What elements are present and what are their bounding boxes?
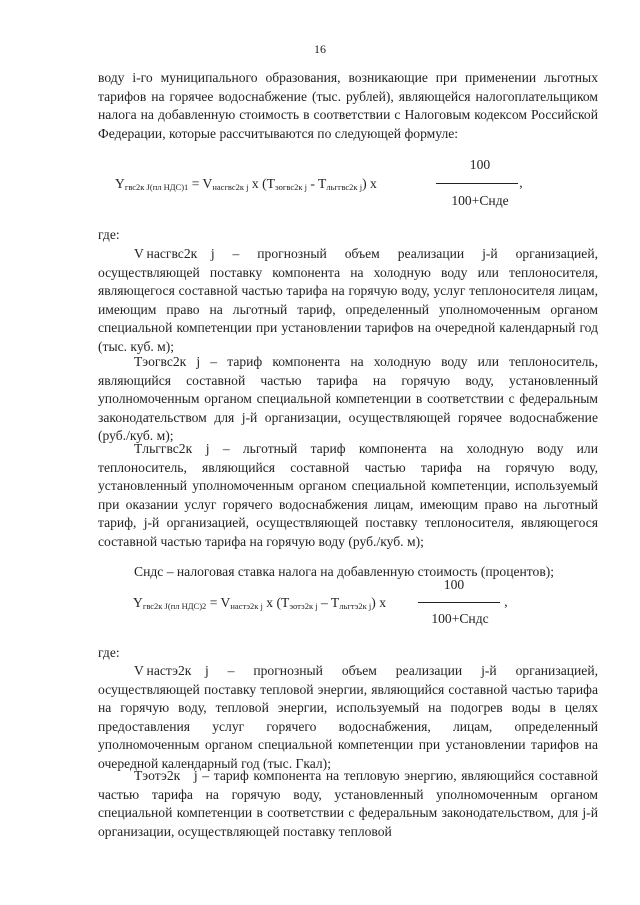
formula-2-x-open: x (T xyxy=(262,595,290,610)
formula-1-t2-sub: льггвс2к j xyxy=(326,182,363,192)
formula-1 xyxy=(115,176,377,192)
where-label-2: где: xyxy=(98,645,120,660)
formula-2-lhs-sub: гвс2к J(пл НДС)2 xyxy=(142,601,207,611)
formula-2-t1-sub: эотэ2к j xyxy=(289,601,318,611)
formula-2-fraction-bar xyxy=(418,602,500,603)
formula-1-close: ) x xyxy=(362,176,377,191)
where-label-1: где: xyxy=(98,227,120,242)
formula-1-fraction-bar xyxy=(436,183,518,184)
formula-2-v-sub: настэ2к j xyxy=(230,601,263,611)
formula-2-t2-sub: льгтэ2к j xyxy=(339,601,372,611)
formula-1-eq: = V xyxy=(188,176,213,191)
formula-2-numerator: 100 xyxy=(443,577,465,592)
formula-1-t1-sub: эогвс2к j xyxy=(274,182,307,192)
formula-1-v-sub: насгвс2к j xyxy=(212,182,249,192)
page-number: 16 xyxy=(314,42,326,56)
formula-1-lhs-sub: гвс2к J(пл НДС)1 xyxy=(124,182,189,192)
formula-2-close: ) x xyxy=(371,595,386,610)
formula-1-x-open: x (T xyxy=(248,176,275,191)
formula-2 xyxy=(133,595,386,611)
definition-v-nasteh: V настэ2к j – прогнозный объем реализации j-й организацией, осуществляющей поставку тепловой энергии, являющийся составной частью тарифа на горячую воду, тепловой энергии, используемый на подогрев воды в целях предоставления услуг горячего водоснабжения, лицам, определенный уполномоченным органом специальной компетенции при установлении тарифов на очередной календарный год (тыс. Гкал); xyxy=(98,663,598,771)
formula-1-denominator: 100+Снде xyxy=(451,193,509,208)
formula-1-numerator: 100 xyxy=(469,157,491,172)
formula-1-minus: - T xyxy=(306,176,327,191)
formula-2-lhs: Y xyxy=(133,595,143,610)
formula-2-trail: , xyxy=(504,594,508,609)
definition-snds: Сндс – налоговая ставка налога на добавленную стоимость (процентов); xyxy=(134,564,555,579)
definition-t-lggvs: Tльггвс2к j – льготный тариф компонента на холодную воду или теплоноситель, являющийся составной частью тарифа на горячую воду, установленный уполномоченным органом специальной компетенции, используемый при оказании услуг горячего водоснабжения лицам, имеющим право на льготный тариф, j-й организацией, осуществляющей поставку теплоносителя, являющегося составной частью тарифа на горячую воду (руб./куб. м); xyxy=(98,441,598,549)
intro-paragraph: воду i-го муниципального образования, возникающие при применении льготных тарифов на горячее водоснабжение (тыс. рублей), являющейся налогоплательщиком налога на добавленную стоимость в соответствии с Налоговым кодексом Российской Федерации, которые рассчитываются по следующей формуле: xyxy=(98,70,598,141)
formula-1-trail: , xyxy=(519,175,523,190)
definition-t-eoteh: Tэотэ2к j – тариф компонента на тепловую энергию, являющийся составной частью тарифа на горячую воду, установленный уполномоченным органом специальной компетенции в соответствии с федеральным законодательством, для j-й организации, осуществляющей поставку тепловой xyxy=(98,768,598,839)
formula-2-denominator: 100+Сндс xyxy=(431,611,489,626)
formula-1-lhs: Y xyxy=(115,176,125,191)
definition-t-eogvs: Tэогвс2к j – тариф компонента на холодную воду или теплоноситель, являющийся составной частью тарифа на горячую воду, установленный уполномоченным органом специальной компетенции в соответствии с федеральным законодательством для j-й организации, осуществляющей горячее водоснабжение (руб./куб. м); xyxy=(98,354,598,444)
formula-2-eq: = V xyxy=(206,595,231,610)
definition-v-nasgvs: V насгвс2к j – прогнозный объем реализации j-й организацией, осуществляющей поставку компонента на холодную воду или теплоносителя, являющегося составной частью тарифа на горячую воду, услуг теплоносителя лицам, имеющим право на льготный тариф, определенный уполномоченным органом специальной компетенции при установлении тарифов на очередной календарный год (тыс. куб. м); xyxy=(98,246,598,354)
formula-2-minus: – T xyxy=(317,595,340,610)
